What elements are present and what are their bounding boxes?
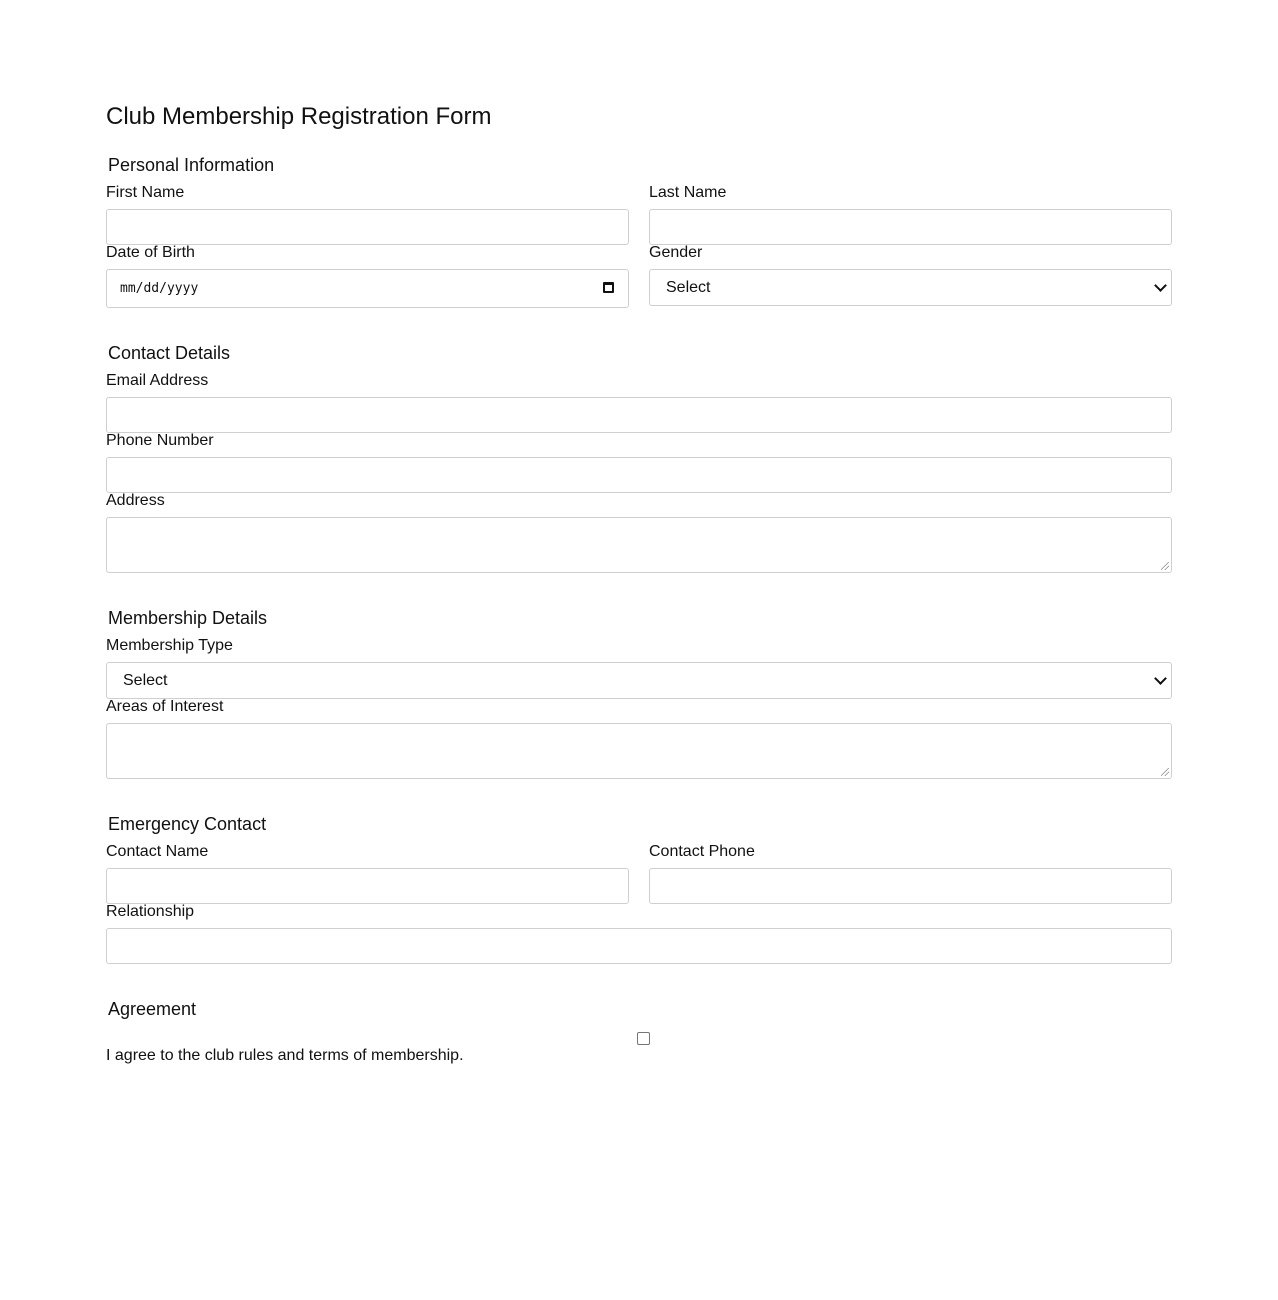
first-name-label: First Name bbox=[106, 184, 185, 201]
first-name-input[interactable] bbox=[106, 209, 629, 245]
section-heading-personal: Personal Information bbox=[108, 155, 275, 175]
last-name-label: Last Name bbox=[649, 184, 727, 201]
membership-type-select[interactable] bbox=[106, 662, 1172, 699]
gender-selected-value: Select bbox=[666, 279, 711, 296]
membership-type-label: Membership Type bbox=[106, 637, 233, 654]
contact-name-label: Contact Name bbox=[106, 843, 209, 860]
section-heading-contact: Contact Details bbox=[108, 343, 231, 363]
email-input[interactable] bbox=[106, 397, 1172, 433]
section-heading-membership: Membership Details bbox=[108, 608, 268, 628]
calendar-icon[interactable] bbox=[603, 282, 614, 293]
chevron-down-icon bbox=[1154, 672, 1167, 685]
relationship-label: Relationship bbox=[106, 903, 195, 920]
resize-handle-icon[interactable] bbox=[1161, 768, 1169, 776]
chevron-down-icon bbox=[1154, 279, 1167, 292]
date-placeholder: mm/dd/yyyy bbox=[120, 281, 199, 296]
contact-phone-label: Contact Phone bbox=[649, 843, 755, 860]
contact-name-input[interactable] bbox=[106, 868, 629, 904]
areas-of-interest-textarea[interactable] bbox=[106, 723, 1172, 779]
address-textarea[interactable] bbox=[106, 517, 1172, 573]
membership-type-selected-value: Select bbox=[123, 672, 168, 689]
page-title: Club Membership Registration Form bbox=[106, 103, 492, 130]
email-label: Email Address bbox=[106, 372, 209, 389]
agreement-label: I agree to the club rules and terms of membership. bbox=[106, 1047, 464, 1064]
last-name-input[interactable] bbox=[649, 209, 1172, 245]
agreement-checkbox[interactable] bbox=[637, 1032, 650, 1045]
relationship-input[interactable] bbox=[106, 928, 1172, 964]
gender-label: Gender bbox=[649, 244, 703, 261]
phone-label: Phone Number bbox=[106, 432, 214, 449]
gender-select[interactable] bbox=[649, 269, 1172, 306]
section-heading-agreement: Agreement bbox=[108, 999, 197, 1019]
section-heading-emergency: Emergency Contact bbox=[108, 814, 267, 834]
date-of-birth-input[interactable] bbox=[106, 269, 629, 308]
address-label: Address bbox=[106, 492, 165, 509]
date-of-birth-label: Date of Birth bbox=[106, 244, 195, 261]
resize-handle-icon[interactable] bbox=[1161, 562, 1169, 570]
phone-input[interactable] bbox=[106, 457, 1172, 493]
contact-phone-input[interactable] bbox=[649, 868, 1172, 904]
areas-of-interest-label: Areas of Interest bbox=[106, 698, 224, 715]
